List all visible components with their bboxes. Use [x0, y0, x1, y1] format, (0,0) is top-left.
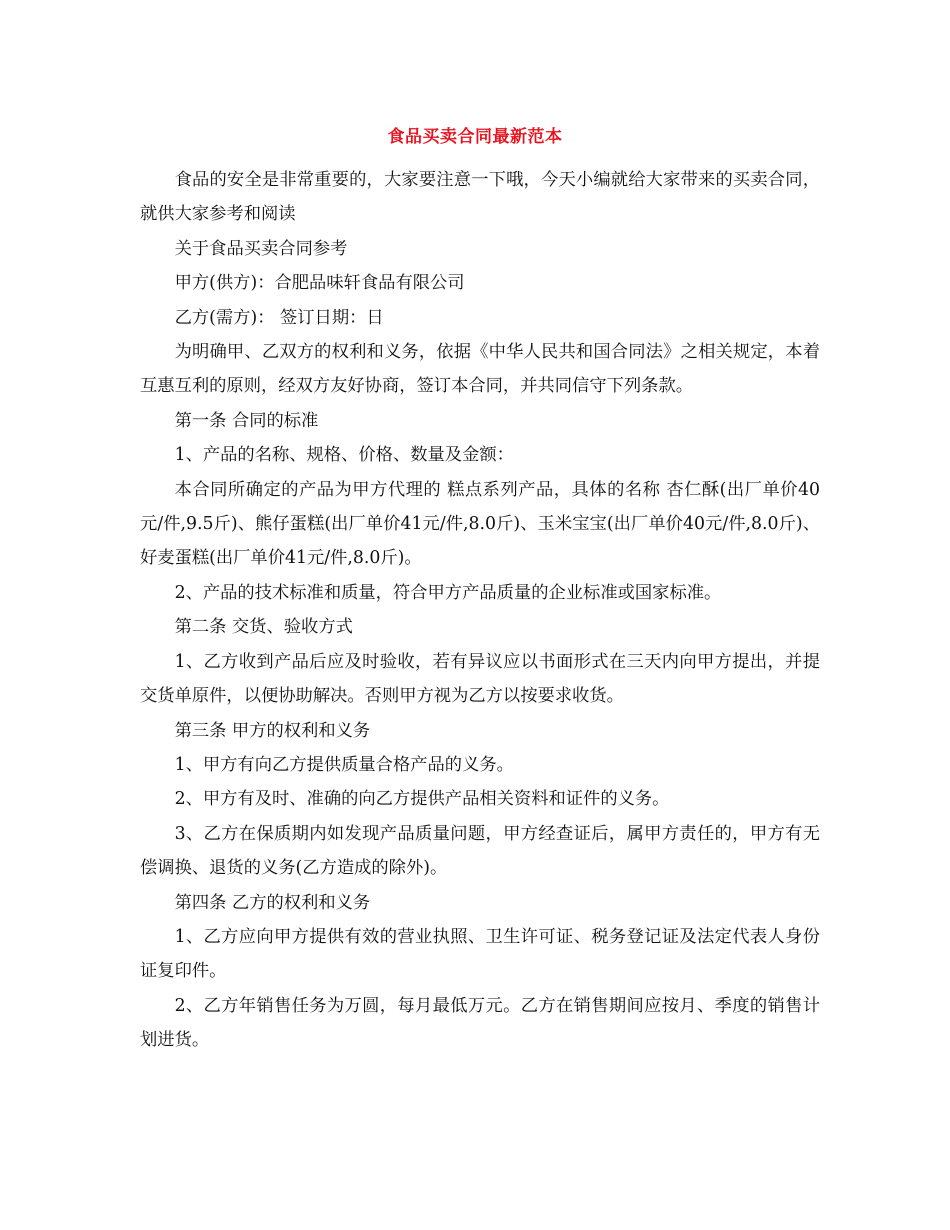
article-1-item-2: 2、产品的技术标准和质量，符合甲方产品质量的企业标准或国家标准。 — [174, 582, 722, 603]
article-4-item-2: 2、乙方年销售任务为万圆，每月最低万元。乙方在销售期间应按月、季度的销售计划进货。 — [140, 995, 820, 1051]
paragraph-party-b: 乙方(需方)： 签订日期：日 — [174, 307, 384, 328]
article-4-item-1: 1、乙方应向甲方提供有效的营业执照、卫生许可证、税务登记证及法定代表人身份证复印件。 — [140, 926, 820, 982]
article-3-item-2: 2、甲方有及时、准确的向乙方提供产品相关资料和证件的义务。 — [174, 789, 670, 810]
paragraph-party-a: 甲方(供方)：合肥品味轩食品有限公司 — [174, 273, 465, 294]
paragraph-reference-heading: 关于食品买卖合同参考 — [174, 238, 348, 259]
article-3-item-1: 1、甲方有向乙方提供质量合格产品的义务。 — [174, 754, 514, 775]
document-body — [140, 163, 820, 1058]
article-4-heading: 第四条 乙方的权利和义务 — [174, 892, 371, 913]
paragraph-intro: 食品的安全是非常重要的，大家要注意一下哦，今天小编就给大家带来的买卖合同，就供大家参考和阅读 — [140, 170, 820, 225]
article-1-item-1: 1、产品的名称、规格、价格、数量及金额： — [174, 445, 514, 466]
paragraph-preamble: 为明确甲、乙双方的权利和义务，依据《中华人民共和国合同法》之相关规定，本着互惠互利的原则，经双方友好协商，签订本合同，并共同信守下列条款。 — [140, 342, 820, 397]
article-2-heading: 第二条 交货、验收方式 — [174, 617, 353, 638]
document-title: 食品买卖合同最新范本 — [387, 127, 563, 147]
article-3-item-3: 3、乙方在保质期内如发现产品质量问题，甲方经查证后，属甲方责任的，甲方有无偿调换、退货的义务(乙方造成的除外)。 — [140, 823, 820, 879]
article-1-heading: 第一条 合同的标准 — [174, 410, 319, 431]
article-2-item-1: 1、乙方收到产品后应及时验收，若有异议应以书面形式在三天内向甲方提出，并提交货单原件，以便协助解决。否则甲方视为乙方以按要求收货。 — [140, 651, 820, 707]
article-1-products: 本合同所确定的产品为甲方代理的 糕点系列产品，具体的名称 杏仁酥(出厂单价40元/件,9.5斤)、熊仔蛋糕(出厂单价41元/件,8.0斤)、玉米宝宝(出厂单价40元/件,8.0斤)、好麦蛋糕(出厂单价41元/件,8.0斤)。 — [140, 479, 820, 569]
article-3-heading: 第三条 甲方的权利和义务 — [174, 720, 371, 741]
